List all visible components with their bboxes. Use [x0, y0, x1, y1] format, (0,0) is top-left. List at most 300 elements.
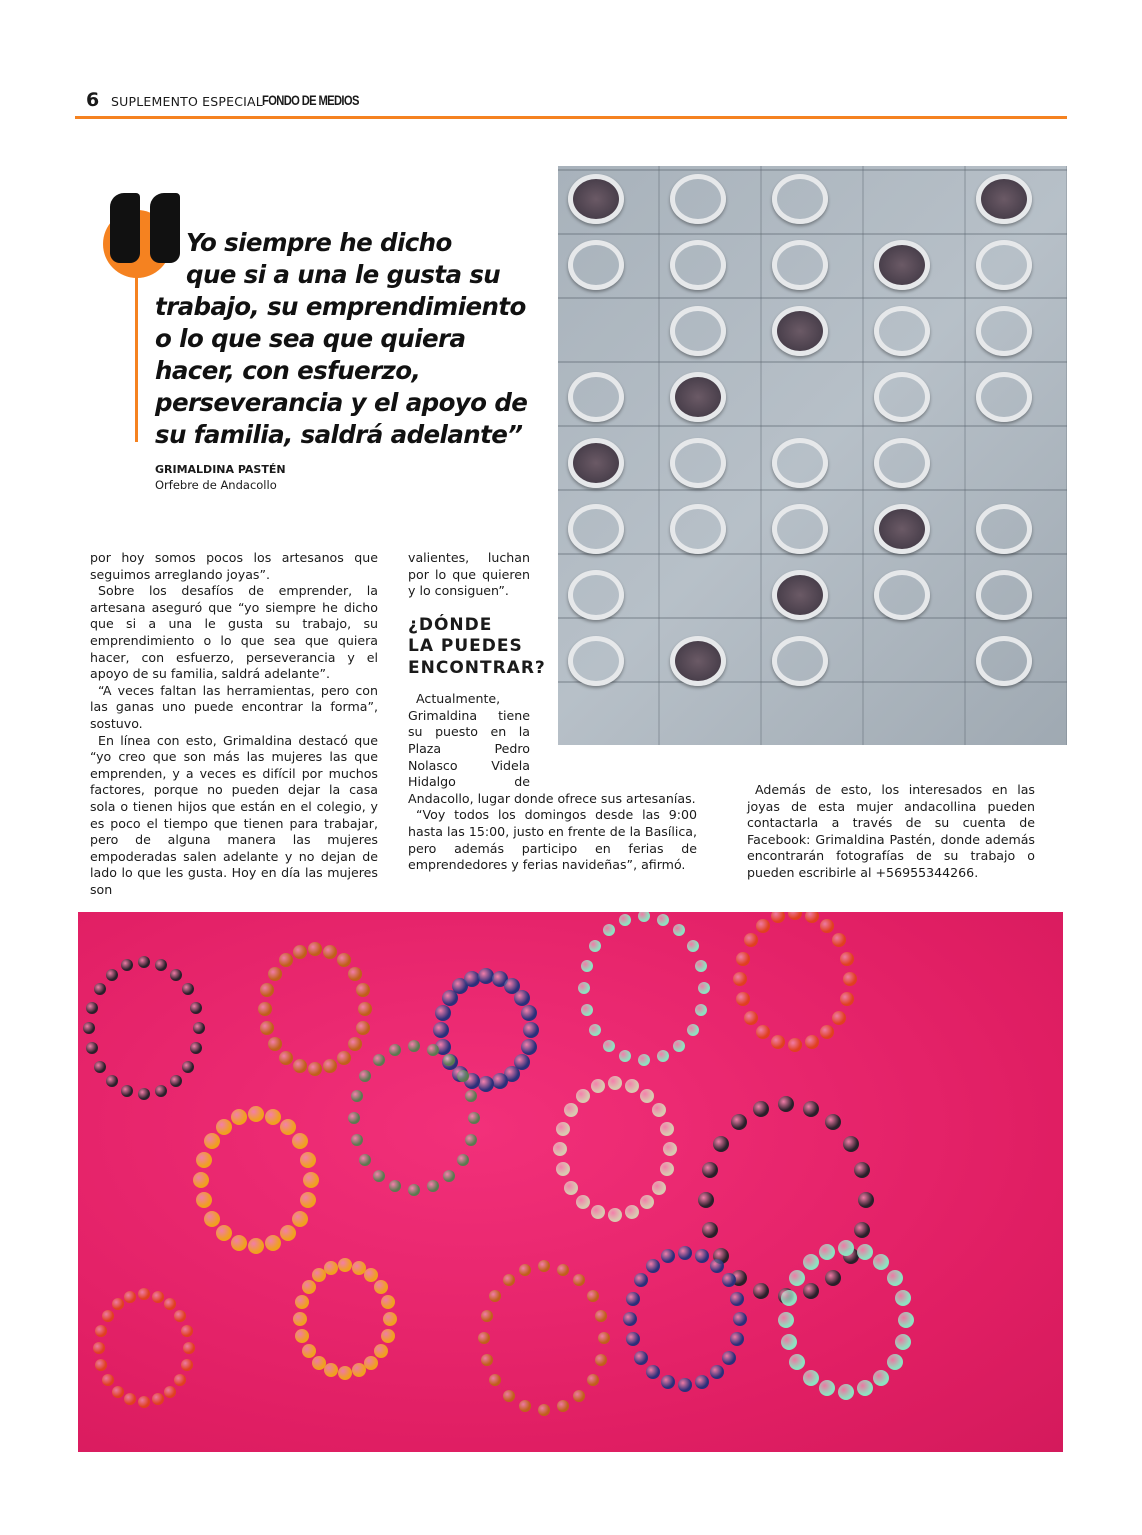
bead	[843, 1136, 859, 1152]
brand-label: FONDO DE MEDIOS	[262, 92, 359, 108]
bead	[231, 1109, 247, 1125]
ring	[874, 504, 930, 554]
ring	[772, 438, 828, 488]
pullquote-line: o lo que sea que quiera	[155, 324, 466, 353]
ring	[670, 306, 726, 356]
bead	[857, 1380, 873, 1396]
bead	[152, 1393, 164, 1405]
bead	[152, 1291, 164, 1303]
bead	[457, 1154, 469, 1166]
bead	[174, 1374, 186, 1386]
bead	[260, 983, 274, 997]
article-column-3	[747, 782, 1035, 882]
bead	[381, 1329, 395, 1343]
bead	[94, 1061, 106, 1073]
ring	[568, 438, 624, 488]
bead	[731, 1114, 747, 1130]
bead	[164, 1298, 176, 1310]
bead	[86, 1042, 98, 1054]
bead	[138, 1088, 150, 1100]
pullquote-line: su familia, saldrá adelante”	[155, 420, 523, 449]
bead	[695, 960, 707, 972]
bead	[248, 1106, 264, 1122]
bead	[190, 1042, 202, 1054]
bead	[260, 1021, 274, 1035]
ring	[568, 504, 624, 554]
bead	[634, 1351, 648, 1365]
ring	[976, 372, 1032, 422]
bead	[295, 1329, 309, 1343]
bead	[625, 1205, 639, 1219]
ring	[568, 372, 624, 422]
bead	[603, 1040, 615, 1052]
ring	[874, 570, 930, 620]
bead	[514, 990, 530, 1006]
bead	[857, 1244, 873, 1260]
bead	[805, 912, 819, 923]
bead	[519, 1400, 531, 1412]
ring	[670, 504, 726, 554]
bead	[106, 969, 118, 981]
paragraph: por hoy somos pocos los artesanos que seguimos arreglando joyas”.	[90, 550, 378, 582]
bead	[323, 1059, 337, 1073]
bead	[170, 969, 182, 981]
bead	[523, 1022, 539, 1038]
bead	[713, 1136, 729, 1152]
bead	[280, 1225, 296, 1241]
bead	[678, 1246, 692, 1260]
bead	[204, 1133, 220, 1149]
bead	[292, 1133, 308, 1149]
bead	[736, 952, 750, 966]
bead	[94, 983, 106, 995]
bead	[303, 1172, 319, 1188]
bead	[292, 1211, 308, 1227]
ring	[976, 504, 1032, 554]
bead	[86, 1002, 98, 1014]
quote-author-role: Orfebre de Andacollo	[155, 478, 277, 492]
bead	[478, 1076, 494, 1092]
bead	[408, 1040, 420, 1052]
bead	[687, 1024, 699, 1036]
bead	[383, 1312, 397, 1326]
bead	[858, 1192, 874, 1208]
bead	[661, 1249, 675, 1263]
paragraph: Además de esto, los interesados en las joyas de esta mujer andacollina pueden contactarla a través de su cuenta de Facebook: Grimaldina Pastén, donde además encontrarán fotografías de su trabajo o pueden escribirle al +56955344266.	[747, 782, 1035, 880]
bead	[95, 1359, 107, 1371]
ring	[976, 174, 1032, 224]
bead	[538, 1404, 550, 1416]
bead	[638, 1054, 650, 1066]
bead	[756, 1025, 770, 1039]
bead	[556, 1162, 570, 1176]
bead	[465, 1134, 477, 1146]
paragraph: Actualmente, Grimaldina tiene su puesto en la Plaza Pedro Nolasco Videla Hidalgo de Andacollo, lugar donde ofrece sus artesanías.	[408, 691, 696, 806]
bead	[663, 1142, 677, 1156]
bead	[138, 956, 150, 968]
bead	[170, 1075, 182, 1087]
bead	[803, 1254, 819, 1270]
bead	[204, 1211, 220, 1227]
ring	[976, 636, 1032, 686]
bead	[538, 1260, 550, 1272]
bead	[308, 942, 322, 956]
paragraph: “A veces faltan las herramientas, pero con las ganas uno puede encontrar la forma”, sostuvo.	[90, 682, 378, 731]
bead	[838, 1384, 854, 1400]
bead	[832, 933, 846, 947]
bead	[216, 1225, 232, 1241]
bead	[733, 1312, 747, 1326]
bead	[443, 1170, 455, 1182]
bead	[337, 953, 351, 967]
bead	[389, 1044, 401, 1056]
bead	[196, 1152, 212, 1168]
bead	[744, 933, 758, 947]
bead	[895, 1290, 911, 1306]
subheading: ¿DÓNDE LA PUEDES ENCONTRAR?	[408, 614, 546, 678]
bead	[589, 940, 601, 952]
bead	[640, 1195, 654, 1209]
bead	[324, 1261, 338, 1275]
bead	[710, 1259, 724, 1273]
bead	[576, 1089, 590, 1103]
ring	[976, 570, 1032, 620]
ring	[568, 636, 624, 686]
bead	[181, 1325, 193, 1337]
bead	[553, 1142, 567, 1156]
bead	[722, 1351, 736, 1365]
bead	[895, 1334, 911, 1350]
bead	[673, 1040, 685, 1052]
bead	[819, 1244, 835, 1260]
bead	[626, 1292, 640, 1306]
bead	[805, 1035, 819, 1049]
quote-mark-icon	[150, 193, 180, 263]
bead	[640, 1089, 654, 1103]
article-column-1	[90, 550, 378, 898]
bead	[138, 1396, 150, 1408]
bead	[695, 1249, 709, 1263]
bead	[231, 1235, 247, 1251]
bead	[193, 1022, 205, 1034]
bead	[181, 1359, 193, 1371]
bead	[898, 1312, 914, 1328]
bead	[196, 1192, 212, 1208]
bead	[121, 1085, 133, 1097]
bead	[838, 1240, 854, 1256]
bead	[93, 1342, 105, 1354]
bead	[608, 1208, 622, 1222]
bead	[803, 1370, 819, 1386]
bead	[638, 912, 650, 922]
bead	[443, 1054, 455, 1066]
bead	[840, 992, 854, 1006]
ring	[772, 174, 828, 224]
pullquote-line: hacer, con esfuerzo,	[155, 356, 421, 385]
bead	[581, 1004, 593, 1016]
bead	[803, 1101, 819, 1117]
bead	[581, 960, 593, 972]
bead	[556, 1122, 570, 1136]
bead	[730, 1292, 744, 1306]
bead	[373, 1054, 385, 1066]
bead	[587, 1290, 599, 1302]
bead	[789, 1354, 805, 1370]
bead	[603, 924, 615, 936]
bead	[351, 1090, 363, 1102]
pullquote-line: trabajo, su emprendimiento	[155, 292, 526, 321]
bead	[736, 992, 750, 1006]
ring	[874, 240, 930, 290]
bead	[124, 1291, 136, 1303]
bead	[323, 945, 337, 959]
bead	[268, 1037, 282, 1051]
bead	[338, 1258, 352, 1272]
bead	[183, 1342, 195, 1354]
bead	[557, 1264, 569, 1276]
bead	[312, 1356, 326, 1370]
bead	[887, 1270, 903, 1286]
bead	[408, 1184, 420, 1196]
bead	[825, 1270, 841, 1286]
bead	[182, 983, 194, 995]
bead	[102, 1374, 114, 1386]
bead	[112, 1298, 124, 1310]
rings-photo	[558, 166, 1067, 745]
bead	[698, 1192, 714, 1208]
bead	[155, 959, 167, 971]
bead	[300, 1152, 316, 1168]
bead	[356, 983, 370, 997]
bead	[359, 1154, 371, 1166]
bead	[771, 912, 785, 923]
paragraph: valientes, luchan por lo que quieren y lo consiguen”.	[408, 550, 530, 599]
bead	[373, 1170, 385, 1182]
bead	[753, 1283, 769, 1299]
bead	[489, 1290, 501, 1302]
bead	[820, 1025, 834, 1039]
bead	[657, 914, 669, 926]
ring	[976, 306, 1032, 356]
ring	[976, 240, 1032, 290]
bead	[803, 1283, 819, 1299]
bead	[756, 919, 770, 933]
ring	[670, 636, 726, 686]
bead	[174, 1310, 186, 1322]
bead	[843, 972, 857, 986]
bead	[248, 1238, 264, 1254]
bead	[652, 1181, 666, 1195]
bead	[216, 1119, 232, 1135]
bead	[625, 1079, 639, 1093]
bead	[619, 914, 631, 926]
ring	[772, 636, 828, 686]
bead	[374, 1344, 388, 1358]
bead	[702, 1162, 718, 1178]
bead	[503, 1274, 515, 1286]
bead	[634, 1273, 648, 1287]
bead	[481, 1354, 493, 1366]
bead	[351, 1134, 363, 1146]
bead	[687, 940, 699, 952]
bead	[468, 1112, 480, 1124]
bead	[279, 953, 293, 967]
bead	[359, 1070, 371, 1082]
bead	[155, 1085, 167, 1097]
bead	[381, 1295, 395, 1309]
bead	[695, 1375, 709, 1389]
pullquote-line: Yo siempre he dicho	[186, 228, 452, 257]
bead	[657, 1050, 669, 1062]
bead	[190, 1002, 202, 1014]
bead	[661, 1375, 675, 1389]
ring	[568, 570, 624, 620]
bead	[730, 1332, 744, 1346]
bead	[753, 1101, 769, 1117]
bead	[389, 1180, 401, 1192]
bead	[778, 1312, 794, 1328]
bead	[265, 1235, 281, 1251]
paragraph: “Voy todos los domingos desde las 9:00 hasta las 15:00, justo en frente de la Basílica, pero además participo en ferias de emprendedores y ferias navideñas”, afirmó.	[408, 807, 697, 873]
bead	[626, 1332, 640, 1346]
bead	[820, 919, 834, 933]
bead	[83, 1022, 95, 1034]
bead	[587, 1374, 599, 1386]
bead	[457, 1070, 469, 1082]
bead	[106, 1075, 118, 1087]
ring	[772, 570, 828, 620]
ring	[772, 306, 828, 356]
bead	[293, 945, 307, 959]
bead	[789, 1270, 805, 1286]
paragraph: Sobre los desafíos de emprender, la artesana aseguró que “yo siempre he dicho que si a una le gusta su trabajo, su emprendimiento o lo que sea que quiera hacer, con esfuerzo, perseverancia y el apoyo de su familia, saldrá adelante”.	[90, 583, 378, 682]
bead	[660, 1122, 674, 1136]
bead	[832, 1011, 846, 1025]
bead	[652, 1103, 666, 1117]
bead	[598, 1332, 610, 1344]
page-number: 6	[86, 89, 100, 111]
bead	[576, 1195, 590, 1209]
bead	[112, 1386, 124, 1398]
bead	[302, 1280, 316, 1294]
bead	[573, 1274, 585, 1286]
bead	[646, 1259, 660, 1273]
bead	[138, 1288, 150, 1300]
ring	[670, 174, 726, 224]
bead	[819, 1380, 835, 1396]
header-rule	[75, 116, 1067, 119]
bead	[710, 1365, 724, 1379]
bead	[293, 1059, 307, 1073]
bead	[124, 1393, 136, 1405]
bead	[887, 1354, 903, 1370]
bead	[338, 1366, 352, 1380]
bead	[356, 1021, 370, 1035]
paragraph: En línea con esto, Grimaldina destacó que “yo creo que son más las mujeres las que emprenden, y a veces es difícil por muchos factores, porque no pueden dejar la casa sola o tienen hijos que están en el colegio, y es poco el tiempo que tienen para trabajar, pero de alguna manera las mujeres empoderadas salen adelante y no dejan de lado lo que les gusta. Hoy en día las mujeres son	[90, 732, 378, 897]
bead	[873, 1370, 889, 1386]
bead	[788, 1038, 802, 1052]
ring	[874, 438, 930, 488]
bead	[678, 1378, 692, 1392]
quote-author: GRIMALDINA PASTÉN	[155, 463, 286, 476]
bead	[337, 1051, 351, 1065]
bead	[771, 1035, 785, 1049]
bead	[519, 1264, 531, 1276]
bead	[293, 1312, 307, 1326]
bead	[673, 924, 685, 936]
bead	[374, 1280, 388, 1294]
ring	[568, 240, 624, 290]
bead	[182, 1061, 194, 1073]
bracelets-photo	[78, 912, 1063, 1452]
bead	[854, 1162, 870, 1178]
section-label: SUPLEMENTO ESPECIAL	[111, 94, 263, 109]
bead	[521, 1005, 537, 1021]
bead	[280, 1119, 296, 1135]
ring	[874, 306, 930, 356]
quote-rule	[135, 268, 138, 442]
bead	[591, 1205, 605, 1219]
bead	[164, 1386, 176, 1398]
bead	[781, 1334, 797, 1350]
bead	[489, 1374, 501, 1386]
bead	[465, 1090, 477, 1102]
bead	[427, 1180, 439, 1192]
ring	[670, 240, 726, 290]
pullquote-line: perseverancia y el apoyo de	[155, 388, 528, 417]
bead	[324, 1363, 338, 1377]
bead	[778, 1096, 794, 1112]
bead	[478, 1332, 490, 1344]
bead	[589, 1024, 601, 1036]
bead	[193, 1172, 209, 1188]
bead	[364, 1356, 378, 1370]
bead	[503, 1390, 515, 1402]
bead	[435, 1005, 451, 1021]
bead	[619, 1050, 631, 1062]
bead	[788, 912, 802, 920]
bead	[302, 1344, 316, 1358]
bead	[268, 967, 282, 981]
bead	[352, 1363, 366, 1377]
bead	[698, 982, 710, 994]
bead	[121, 959, 133, 971]
bead	[521, 1039, 537, 1055]
bead	[660, 1162, 674, 1176]
bead	[608, 1076, 622, 1090]
bead	[427, 1044, 439, 1056]
bead	[348, 1112, 360, 1124]
bead	[578, 982, 590, 994]
bead	[348, 967, 362, 981]
bead	[258, 1002, 272, 1016]
bead	[854, 1222, 870, 1238]
bead	[433, 1022, 449, 1038]
bead	[695, 1004, 707, 1016]
ring	[568, 174, 624, 224]
bead	[595, 1310, 607, 1322]
bead	[840, 952, 854, 966]
bead	[744, 1011, 758, 1025]
bead	[102, 1310, 114, 1322]
bead	[95, 1325, 107, 1337]
ring	[874, 372, 930, 422]
bead	[591, 1079, 605, 1093]
quote-mark-icon	[110, 193, 140, 263]
ring	[670, 438, 726, 488]
bead	[348, 1037, 362, 1051]
bead	[573, 1390, 585, 1402]
